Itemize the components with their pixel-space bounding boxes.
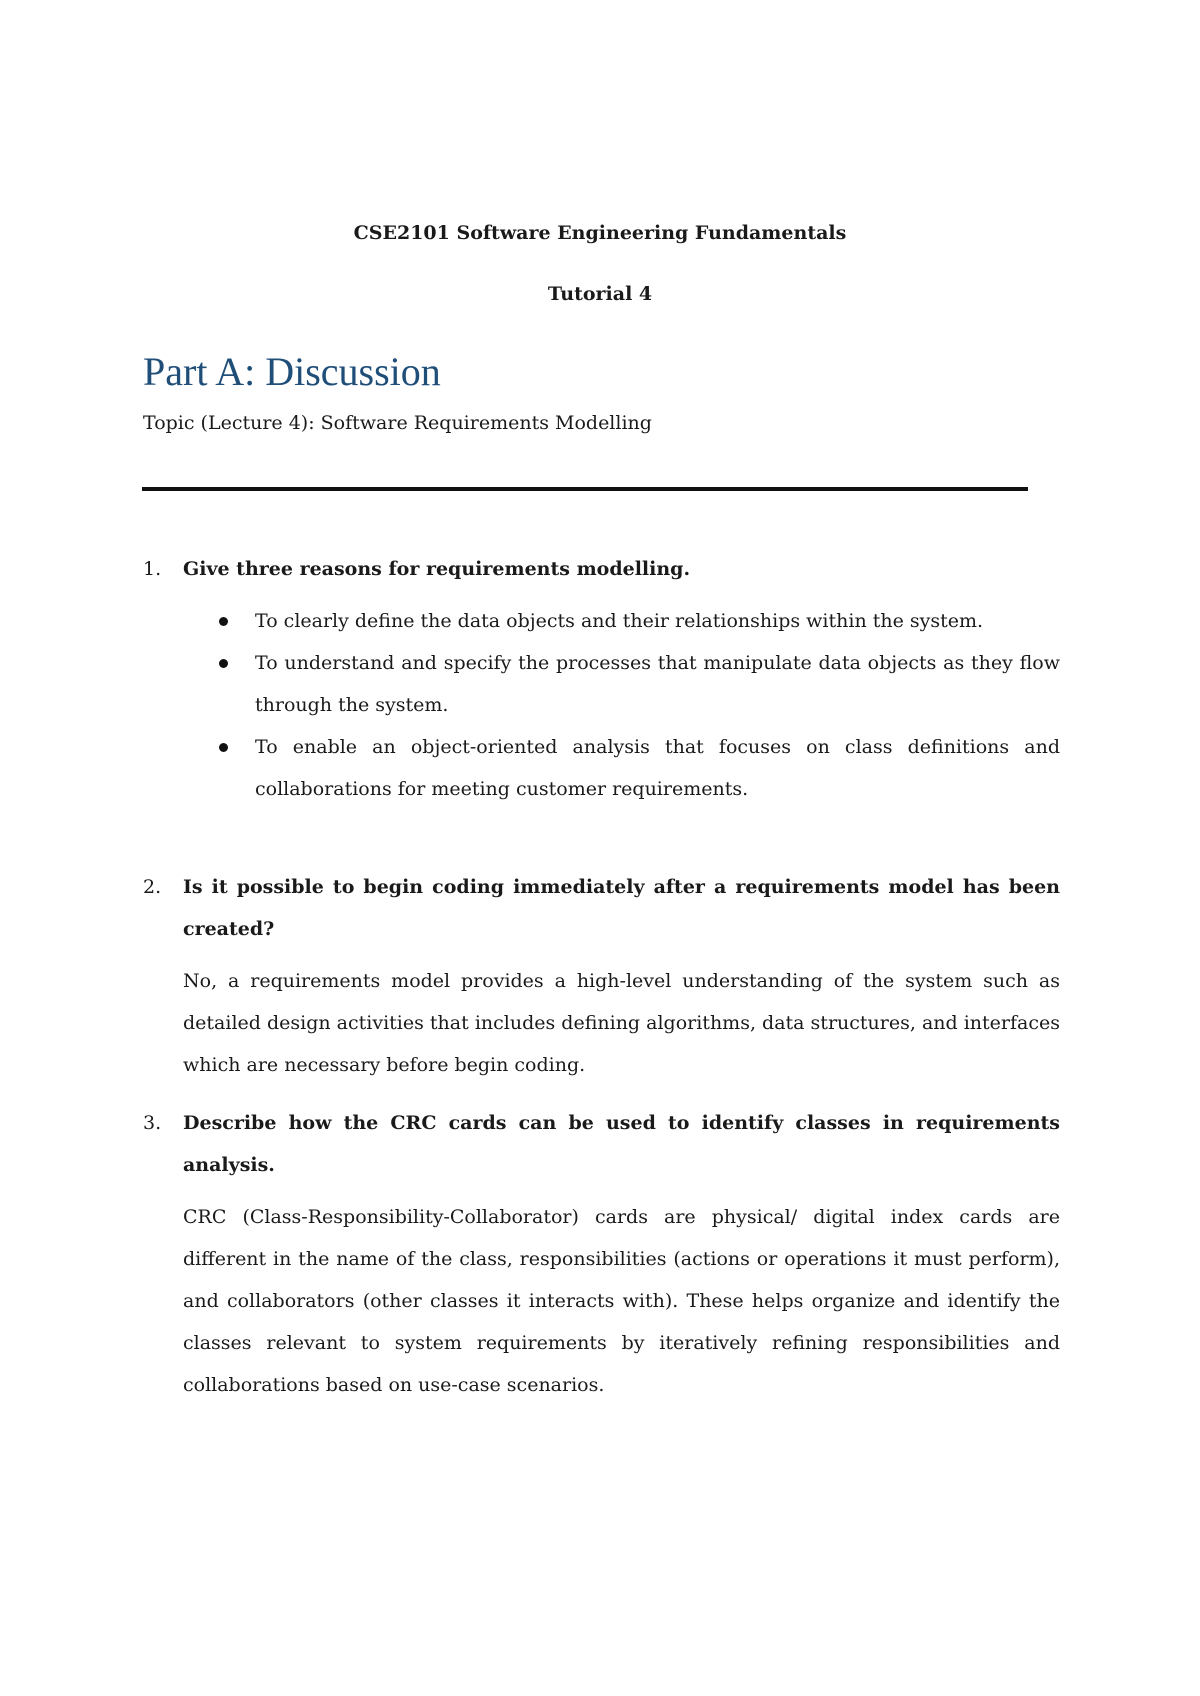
question-number: 1. [143,558,162,580]
list-item [183,642,1060,726]
list-item [183,726,1060,810]
tutorial-title: Tutorial 4 [547,283,653,305]
section-heading: Part A: Discussion [143,349,441,394]
question-1 [143,548,1060,590]
list-item [183,600,1060,642]
bullet-icon [219,617,228,626]
question-2 [143,866,1060,950]
question-number: 3. [143,1112,162,1134]
answer-bullet-list [183,600,1060,810]
bullet-icon [219,659,228,668]
topic-line: Topic (Lecture 4): Software Requirements Modelling [143,412,652,434]
question-text: Is it possible to begin coding immediately after a requirements model has been created? [183,876,1060,940]
horizontal-divider [142,487,1028,491]
bullet-text: To understand and specify the processes that manipulate data objects as they flow through the system. [255,652,1060,716]
bullet-icon [219,743,228,752]
bullet-text: To clearly define the data objects and their relationships within the system. [255,610,984,632]
question-3 [143,1102,1060,1186]
answer-paragraph: No, a requirements model provides a high-level understanding of the system such as detailed design activities that includes defining algorithms, data structures, and interfaces which are necessary before begin coding. [183,970,1060,1076]
course-title: CSE2101 Software Engineering Fundamentals [353,222,847,244]
question-text: Give three reasons for requirements modelling. [183,558,691,580]
question-text: Describe how the CRC cards can be used to identify classes in requirements analysis. [183,1112,1060,1176]
answer-paragraph: CRC (Class-Responsibility-Collaborator) cards are physical/ digital index cards are different in the name of the class, responsibilities (actions or operations it must perform), and collaborators (other classes it interacts with). These helps organize and identify the classes relevant to system requirements by iteratively refining responsibilities and collaborations based on use-case scenarios. [183,1206,1060,1396]
bullet-text: To enable an object-oriented analysis that focuses on class definitions and collaborations for meeting customer requirements. [255,736,1060,800]
question-number: 2. [143,876,162,898]
